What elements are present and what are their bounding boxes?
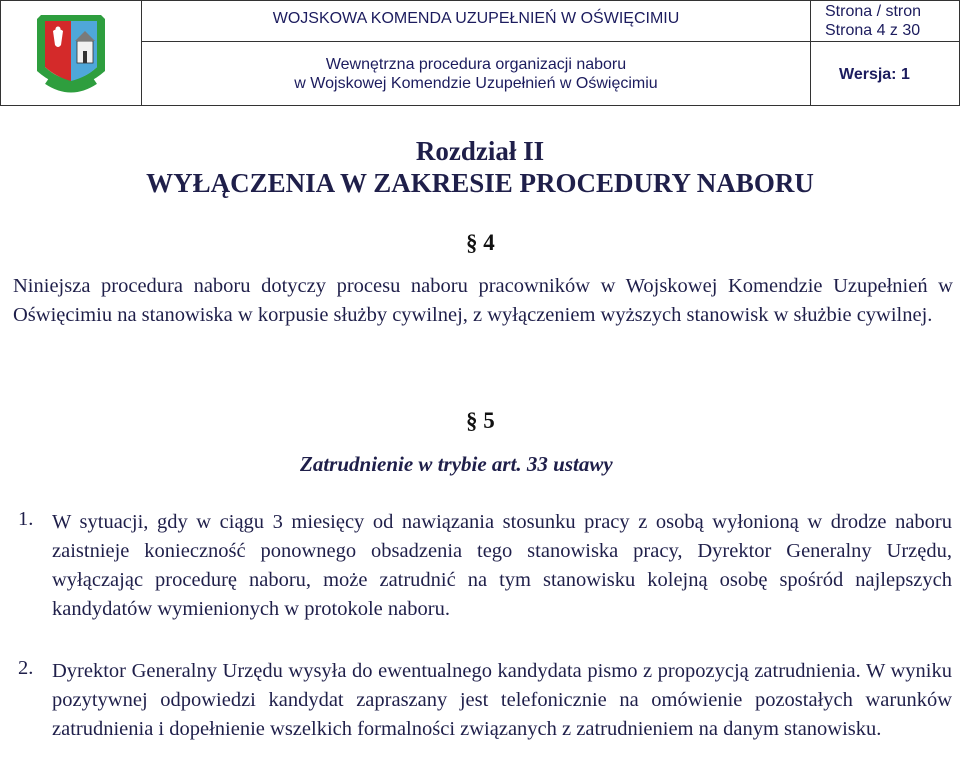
version-label: Wersja: 1 <box>839 66 910 83</box>
section-4-mark: § 4 <box>466 230 495 255</box>
item-2-text: Dyrektor Generalny Urzędu wysyła do ewentualnego kandydata pismo z propozycją zatrudnienia. W wyniku pozytywnej odpowiedzi kandydat zapraszany jest telefonicznie na omówienie pozostałych warunków zatrudnienia i dopełnienie wszelkich formalności związanych z zatrudnieniem na danym stanowisku. <box>52 660 952 740</box>
chapter-title: WYŁĄCZENIA W ZAKRESIE PROCEDURY NABORU <box>146 168 814 198</box>
item-1-number: 1. <box>18 508 34 530</box>
procedure-title-line1: Wewnętrzna procedura organizacji naboru <box>325 56 627 73</box>
page-value: Strona 4 z 30 <box>825 22 921 39</box>
section-5-subtitle: Zatrudnienie w trybie art. 33 ustawy <box>300 452 613 476</box>
item-2-number: 2. <box>18 657 34 679</box>
chapter-number: Rozdział II <box>415 136 545 166</box>
procedure-title-line2: w Wojskowej Komendzie Uzupełnień w Oświęcimiu <box>294 75 658 92</box>
section-4-text: Niniejsza procedura naboru dotyczy procesu naboru pracowników w Wojskowej Komendzie Uzupełnień w Oświęcimiu na stanowiska w korpusie służby cywilnej, z wyłączeniem wyższych stanowisk w służbie cywilnej. <box>13 275 953 326</box>
section-5-mark: § 5 <box>466 408 495 433</box>
page-number-cell <box>811 1 959 42</box>
document-header <box>0 0 960 106</box>
procedure-title-cell <box>142 42 811 105</box>
item-1-text: W sytuacji, gdy w ciągu 3 miesięcy od nawiązania stosunku pracy z osobą wyłonioną w drodze naboru zaistnieje konieczność ponownego obsadzenia tego stanowiska pracy, Dyrektor Generalny Urzędu, wyłączając procedurę naboru, może zatrudnić na tym stanowisku kolejną osobę spośród najlepszych kandydatów wymienionych w protokole naboru. <box>52 511 952 620</box>
version-cell <box>811 42 959 105</box>
page-label: Strona / stron <box>825 3 922 20</box>
office-title-cell <box>142 1 811 42</box>
wku-emblem-logo <box>1 1 141 105</box>
logo-cell <box>1 1 142 105</box>
office-name: WOJSKOWA KOMENDA UZUPEŁNIEŃ W OŚWIĘCIMIU <box>272 10 680 27</box>
